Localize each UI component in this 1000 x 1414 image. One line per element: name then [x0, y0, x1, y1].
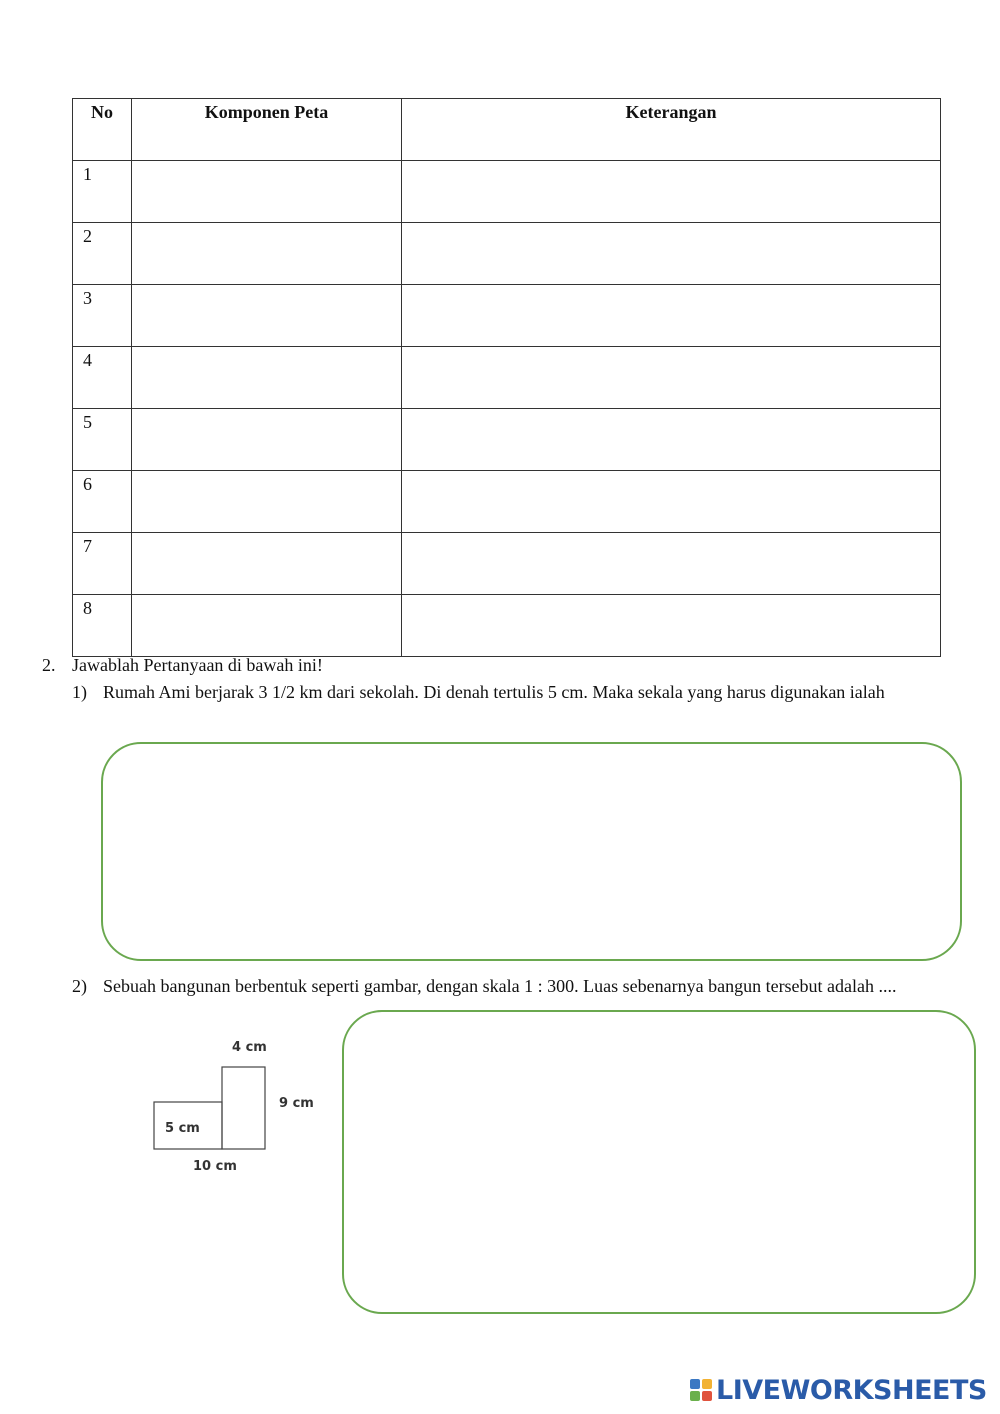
sub-question-number: 2)	[72, 976, 87, 996]
table-row	[73, 595, 941, 657]
label-5cm: 5 cm	[165, 1121, 200, 1136]
keterangan-cell[interactable]	[402, 533, 941, 595]
logo-text: LIVEWORKSHEETS	[716, 1374, 987, 1406]
komponen-cell[interactable]	[132, 533, 402, 595]
row-number: 8	[73, 595, 132, 657]
answer-box-1[interactable]	[101, 742, 962, 961]
keterangan-cell[interactable]	[402, 161, 941, 223]
komponen-cell[interactable]	[132, 347, 402, 409]
table-row	[73, 347, 941, 409]
table-row	[73, 285, 941, 347]
table-row	[73, 161, 941, 223]
sub-question-number: 1)	[72, 682, 87, 702]
tall-block	[222, 1067, 265, 1149]
header-komponen-peta: Komponen Peta	[132, 99, 402, 161]
label-4cm: 4 cm	[232, 1040, 267, 1055]
answer-box-2[interactable]	[342, 1010, 976, 1314]
question-title: Jawablah Pertanyaan di bawah ini!	[72, 655, 323, 675]
table-row	[73, 223, 941, 285]
liveworksheets-logo	[690, 1374, 987, 1406]
question-2-heading	[42, 655, 323, 676]
header-keterangan: Keterangan	[402, 99, 941, 161]
header-no: No	[73, 99, 132, 161]
table-row	[73, 471, 941, 533]
row-number: 7	[73, 533, 132, 595]
sub-question-text: Rumah Ami berjarak 3 1/2 km dari sekolah. Di denah tertulis 5 cm. Maka sekala yang harus digunakan ialah	[103, 682, 885, 702]
row-number: 1	[73, 161, 132, 223]
keterangan-cell[interactable]	[402, 285, 941, 347]
map-components-table	[72, 98, 941, 657]
komponen-cell[interactable]	[132, 595, 402, 657]
keterangan-cell[interactable]	[402, 595, 941, 657]
sub-question-2	[72, 974, 952, 999]
sub-question-text: Sebuah bangunan berbentuk seperti gambar, dengan skala 1 : 300. Luas sebenarnya bangun tersebut adalah ....	[103, 976, 897, 996]
table-header-row	[73, 99, 941, 161]
keterangan-cell[interactable]	[402, 347, 941, 409]
table-row	[73, 533, 941, 595]
question-number: 2.	[42, 655, 56, 675]
keterangan-cell[interactable]	[402, 409, 941, 471]
keterangan-cell[interactable]	[402, 471, 941, 533]
table-row	[73, 409, 941, 471]
row-number: 6	[73, 471, 132, 533]
row-number: 5	[73, 409, 132, 471]
sub-question-1	[72, 680, 952, 705]
label-10cm: 10 cm	[193, 1159, 237, 1174]
row-number: 4	[73, 347, 132, 409]
building-figure	[140, 1035, 330, 1185]
keterangan-cell[interactable]	[402, 223, 941, 285]
row-number: 3	[73, 285, 132, 347]
komponen-cell[interactable]	[132, 285, 402, 347]
komponen-cell[interactable]	[132, 471, 402, 533]
row-number: 2	[73, 223, 132, 285]
logo-blocks-icon	[690, 1379, 712, 1401]
komponen-cell[interactable]	[132, 161, 402, 223]
komponen-cell[interactable]	[132, 223, 402, 285]
komponen-cell[interactable]	[132, 409, 402, 471]
label-9cm: 9 cm	[279, 1096, 314, 1111]
